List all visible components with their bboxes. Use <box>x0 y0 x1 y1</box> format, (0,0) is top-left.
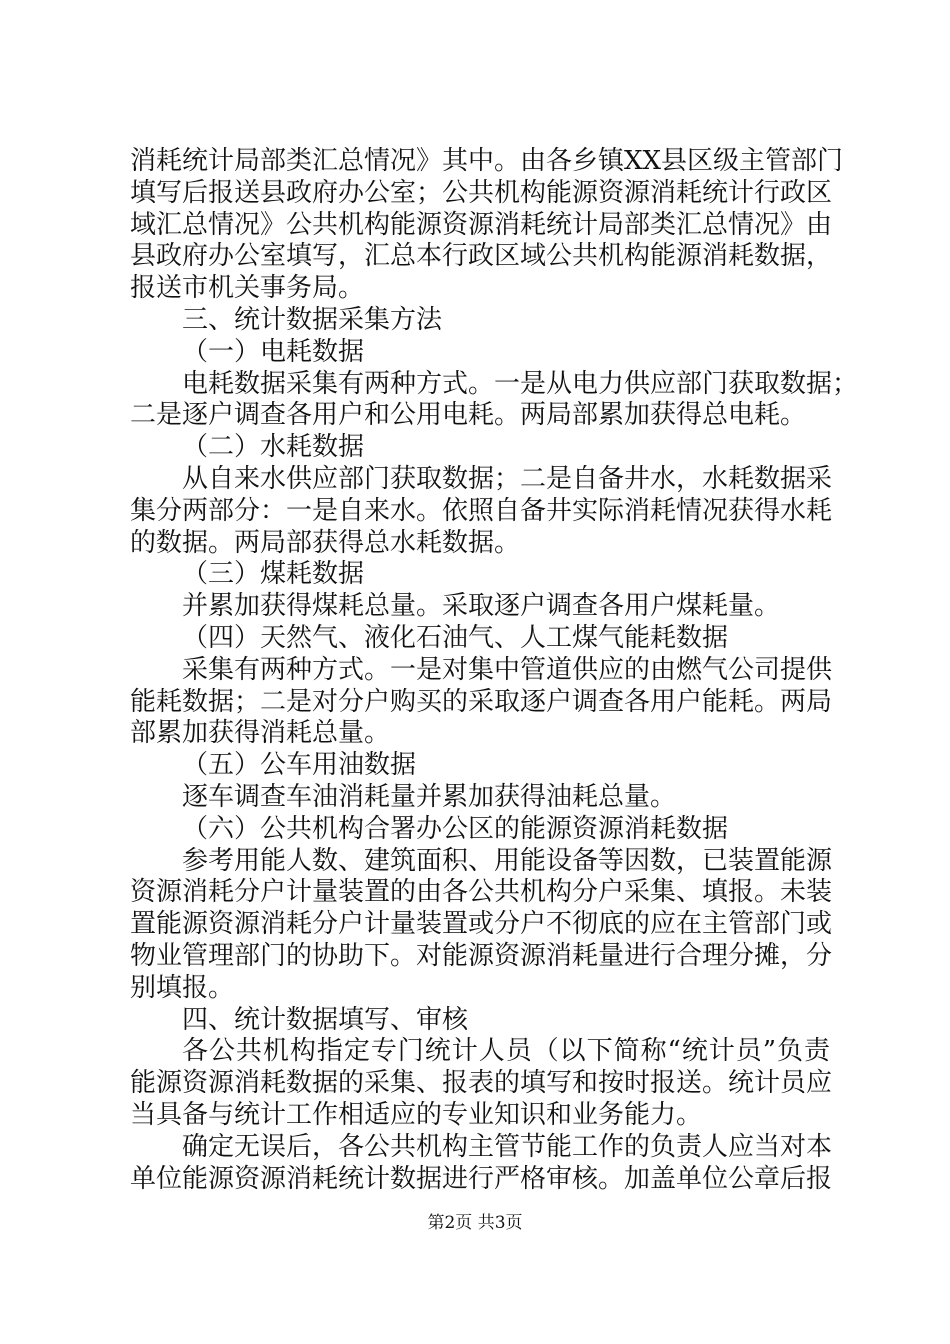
text-line: 参考用能人数、建筑面积、用能设备等因数，已装置能源 <box>182 845 833 876</box>
text-line: 二是逐户调查各用户和公用电耗。两局部累加获得总电耗。 <box>130 400 807 431</box>
text-line: 消耗统计局部类汇总情况》其中。由各乡镇XX县区级主管部门 <box>130 146 844 176</box>
text-line: 单位能源资源消耗统计数据进行严格审核。加盖单位公章后报 <box>130 1163 833 1194</box>
text-line: 逐车调查车油消耗量并累加获得油耗总量。 <box>182 781 677 812</box>
text-line: 确定无误后，各公共机构主管节能工作的负责人应当对本 <box>182 1131 833 1162</box>
text-line: 部累加获得消耗总量。 <box>130 718 391 749</box>
text-line: 资源消耗分户计量装置的由各公共机构分户采集、填报。未装 <box>130 877 833 908</box>
text-line: 的数据。两局部获得总水耗数据。 <box>130 527 521 558</box>
text-line: 当具备与统计工作相适应的专业知识和业务能力。 <box>130 1099 703 1130</box>
text-line: 报送市机关事务局。 <box>130 273 365 304</box>
text-line: 置能源资源消耗分户计量装置或分户不彻底的应在主管部门或 <box>130 909 833 940</box>
document-body <box>130 146 859 1195</box>
text-line: 采集有两种方式。一是对集中管道供应的由燃气公司提供 <box>182 654 833 685</box>
section-heading: 四、统计数据填写、审核 <box>182 1004 469 1035</box>
subsection-heading: （四）天然气、液化石油气、人工煤气能耗数据 <box>182 622 729 653</box>
text-line: 并累加获得煤耗总量。采取逐户调查各用户煤耗量。 <box>182 591 781 622</box>
text-line: 县政府办公室填写，汇总本行政区域公共机构能源消耗数据， <box>130 241 833 272</box>
text-line: 别填报。 <box>130 972 235 1003</box>
text-line: 能源资源消耗数据的采集、报表的填写和按时报送。统计员应 <box>130 1068 833 1099</box>
subsection-heading: （三）煤耗数据 <box>182 559 365 590</box>
subsection-heading: （一）电耗数据 <box>182 336 365 367</box>
text-line: 物业管理部门的协助下。对能源资源消耗量进行合理分摊，分 <box>130 940 833 971</box>
text-line: 各公共机构指定专门统计人员（以下简称“统计员”负责 <box>182 1036 830 1067</box>
section-heading: 三、统计数据采集方法 <box>182 304 443 335</box>
subsection-heading: （五）公车用油数据 <box>182 750 417 781</box>
page-number-footer: 第2页 共3页 <box>427 1213 523 1233</box>
text-line: 域汇总情况》公共机构能源资源消耗统计局部类汇总情况》由 <box>130 209 833 240</box>
subsection-heading: （二）水耗数据 <box>182 432 365 463</box>
text-line: 集分两部分：一是自来水。依照自备井实际消耗情况获得水耗 <box>130 495 833 526</box>
text-line: 从自来水供应部门获取数据；二是自备井水，水耗数据采 <box>182 463 833 494</box>
subsection-heading: （六）公共机构合署办公区的能源资源消耗数据 <box>182 813 729 844</box>
text-line: 能耗数据；二是对分户购买的采取逐户调查各用户能耗。两局 <box>130 686 833 717</box>
text-line: 电耗数据采集有两种方式。一是从电力供应部门获取数据； <box>182 368 859 399</box>
text-line: 填写后报送县政府办公室；公共机构能源资源消耗统计行政区 <box>130 177 833 208</box>
